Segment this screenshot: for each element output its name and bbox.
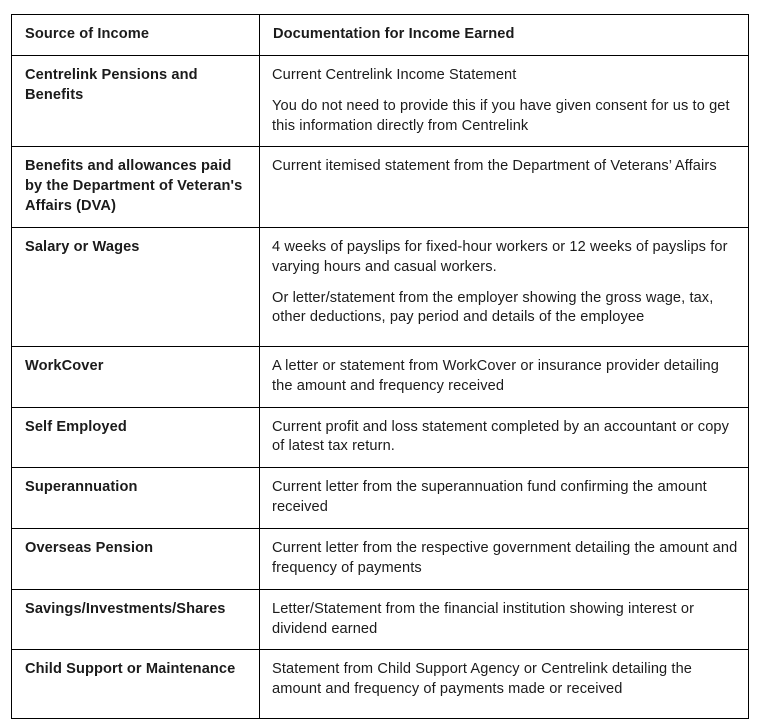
documentation-paragraph: 4 weeks of payslips for fixed-hour workers or 12 weeks of payslips for varying hours and casual workers. <box>272 238 728 275</box>
table-row <box>12 346 749 407</box>
documentation-cell <box>260 55 749 147</box>
source-cell: Self Employed <box>12 407 260 468</box>
table-header <box>12 15 749 56</box>
documentation-paragraph: Or letter/statement from the employer showing the gross wage, tax, other deductions, pay period and details of the employee <box>272 289 714 326</box>
column-header-source-of-income: Source of Income <box>12 15 260 56</box>
source-cell: Centrelink Pensions and Benefits <box>12 55 260 147</box>
documentation-paragraph: Current Centrelink Income Statement <box>272 66 517 83</box>
documentation-cell <box>260 528 749 589</box>
documentation-cell <box>260 650 749 719</box>
documentation-cell <box>260 346 749 407</box>
column-header-documentation: Documentation for Income Earned <box>260 15 749 56</box>
source-cell: Savings/Investments/Shares <box>12 589 260 650</box>
documentation-paragraph: You do not need to provide this if you have given consent for us to get this information directly from Centrelink <box>272 97 730 134</box>
source-cell: Superannuation <box>12 468 260 529</box>
table-row <box>12 468 749 529</box>
documentation-paragraph: Current letter from the respective government detailing the amount and frequency of payments <box>272 539 738 576</box>
documentation-paragraph: Current profit and loss statement completed by an accountant or copy of latest tax return. <box>272 418 730 455</box>
documentation-paragraph: A letter or statement from WorkCover or insurance provider detailing the amount and frequency received <box>272 357 719 394</box>
source-cell: Salary or Wages <box>12 227 260 346</box>
table-row <box>12 147 749 228</box>
documentation-cell <box>260 589 749 650</box>
table-header-row <box>12 15 749 56</box>
source-cell: Benefits and allowances paid by the Department of Veteran's Affairs (DVA) <box>12 147 260 228</box>
documentation-paragraph: Current letter from the superannuation fund confirming the amount received <box>272 479 707 516</box>
documentation-cell <box>260 407 749 468</box>
table-row <box>12 227 749 346</box>
income-documentation-table <box>11 14 749 719</box>
source-cell: Overseas Pension <box>12 528 260 589</box>
documentation-cell <box>260 227 749 346</box>
table-row <box>12 650 749 719</box>
table-row <box>12 589 749 650</box>
table-row <box>12 528 749 589</box>
table-row <box>12 407 749 468</box>
documentation-paragraph: Statement from Child Support Agency or Centrelink detailing the amount and frequency of payments made or received <box>272 661 693 698</box>
table-body <box>12 55 749 719</box>
source-cell: Child Support or Maintenance <box>12 650 260 719</box>
documentation-paragraph: Letter/Statement from the financial institution showing interest or dividend earned <box>272 600 695 637</box>
documentation-cell <box>260 468 749 529</box>
documentation-cell <box>260 147 749 228</box>
table-row <box>12 55 749 147</box>
documentation-paragraph: Current itemised statement from the Department of Veterans’ Affairs <box>272 158 717 175</box>
source-cell: WorkCover <box>12 346 260 407</box>
